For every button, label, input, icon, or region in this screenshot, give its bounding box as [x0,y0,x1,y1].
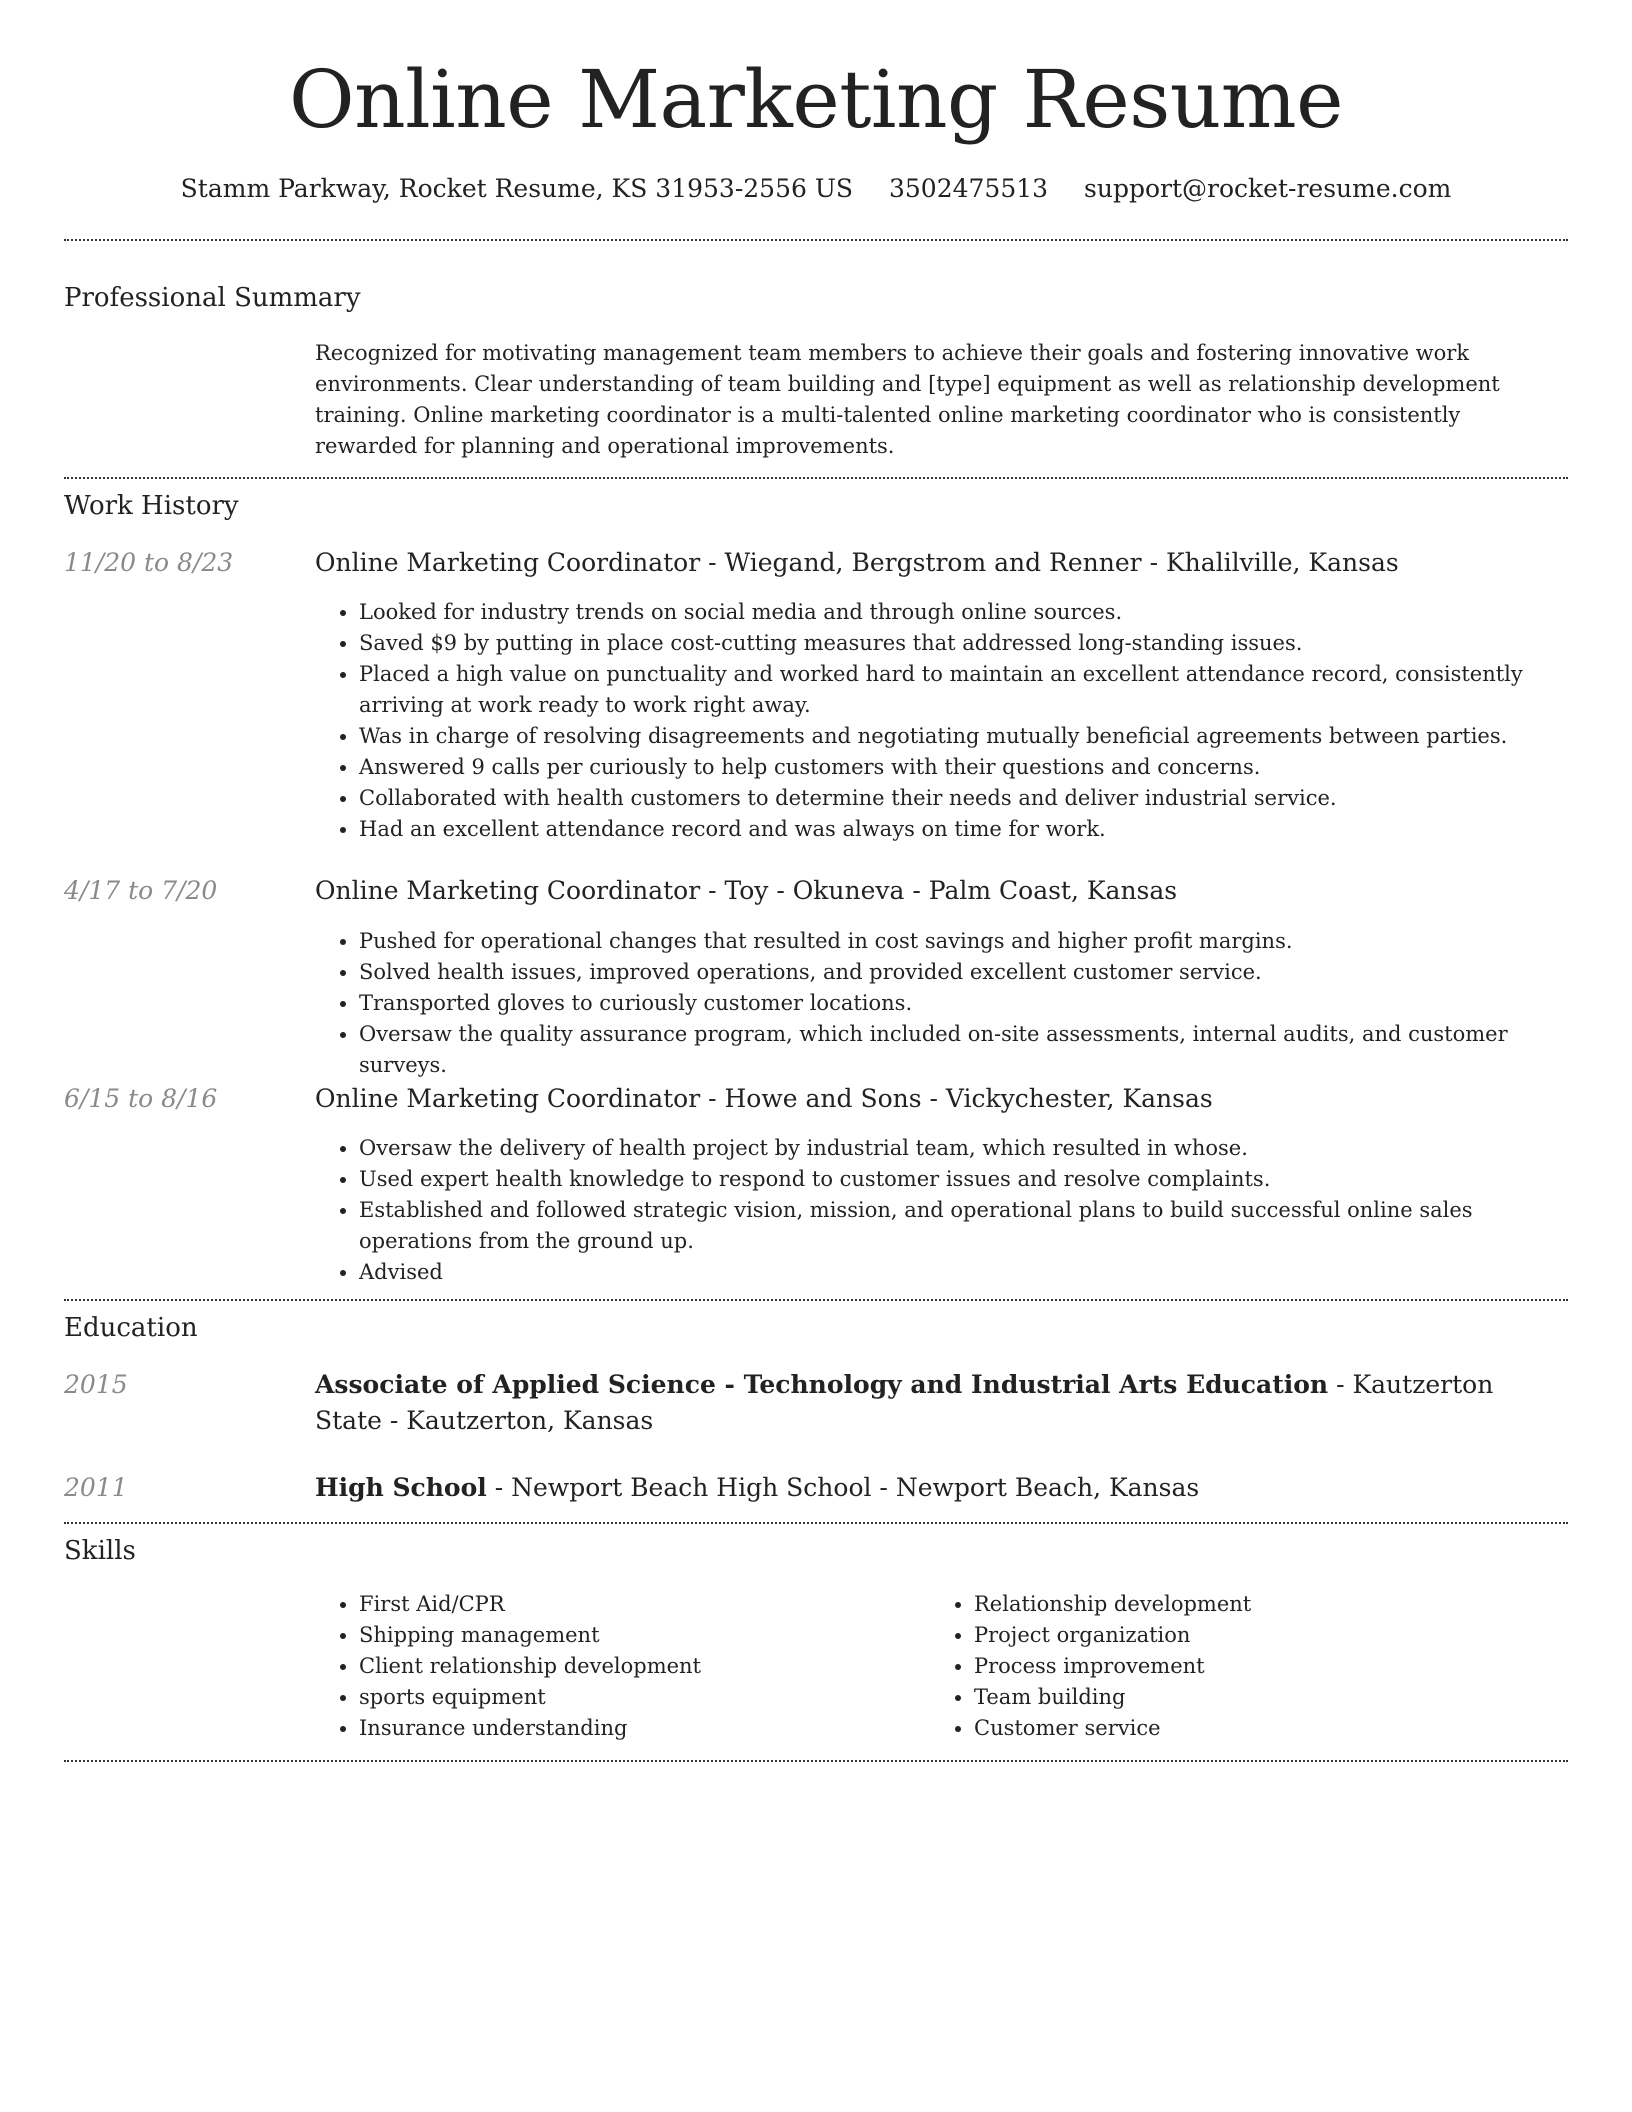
list-item: • Shipping management [359,1620,915,1651]
list-item: • First Aid/CPR [359,1589,915,1620]
job-bullets [315,926,1567,1081]
list-item: • Had an excellent attendance record and was always on time for work. [359,814,1567,845]
contact-email: support@rocket-resume.com [1084,174,1452,203]
work-history-heading: Work History [64,491,239,521]
list-item: • Collaborated with health customers to determine their needs and deliver industrial service. [359,783,1567,814]
list-item: • Was in charge of resolving disagreements and negotiating mutually beneficial agreements between parties. [359,721,1567,752]
summary-heading: Professional Summary [64,283,361,313]
job-dates: 6/15 to 8/16 [64,1084,218,1113]
section-divider [64,239,1568,241]
resume-title: Online Marketing Resume [288,53,1343,146]
section-divider [64,1760,1568,1762]
list-item: • Project organization [974,1620,1530,1651]
section-divider [64,1299,1568,1301]
education-entry [315,1367,1565,1439]
skills-list-right [930,1589,1530,1744]
contact-phone: 3502475513 [889,174,1049,203]
job-details: - Howe and Sons - Vickychester, Kansas [700,1084,1213,1113]
list-item: • Team building [974,1682,1530,1713]
summary-text: Recognized for motivating management team members to achieve their goals and fostering innovative work environments. Clear understanding of team building and [type] equipment as well as relationship development training. Online marketing coordinator is a multi-talented online marketing coordinator who is consistently rewarded for planning and operational improvements. [315,341,1500,458]
list-item: • Looked for industry trends on social media and through online sources. [359,597,1567,628]
education-entry [315,1470,1565,1506]
list-item: • Placed a high value on punctuality and worked hard to maintain an excellent attendance record, consistently arriving at work ready to work right away. [359,659,1567,721]
list-item: • sports equipment [359,1682,915,1713]
education-details: - Newport Beach High School - Newport Beach, Kansas [486,1473,1200,1502]
education-details: - Kautzerton State - Kautzerton, Kansas [315,1370,1494,1435]
list-item: • Oversaw the quality assurance program, which included on-site assessments, internal audits, and customer surveys. [359,1019,1567,1081]
skills-heading: Skills [64,1536,136,1566]
contact-address: Stamm Parkway, Rocket Resume, KS 31953-2556 US [180,174,854,203]
list-item: • Oversaw the delivery of health project by industrial team, which resulted in whose. [359,1133,1567,1164]
list-item: • Used expert health knowledge to respond to customer issues and resolve complaints. [359,1164,1567,1195]
education-year: 2015 [64,1370,128,1399]
job-title [315,873,1565,909]
job-role: Online Marketing Coordinator [315,1084,701,1113]
job-bullets [315,1133,1567,1288]
list-item: • Client relationship development [359,1651,915,1682]
section-divider [64,477,1568,479]
job-role: Online Marketing Coordinator [315,876,701,905]
list-item: • Advised [359,1257,1567,1288]
list-item: • Answered 9 calls per curiously to help customers with their questions and concerns. [359,752,1567,783]
education-degree: Associate of Applied Science - Technology and Industrial Arts Education [315,1370,1329,1399]
job-dates: 11/20 to 8/23 [64,548,234,577]
job-dates: 4/17 to 7/20 [64,876,218,905]
education-degree: High School [315,1473,487,1502]
section-divider [64,1522,1568,1524]
list-item: • Insurance understanding [359,1713,915,1744]
skills-list-left [315,1589,915,1744]
job-title [315,545,1565,581]
job-title [315,1081,1565,1117]
list-item: • Transported gloves to curiously customer locations. [359,988,1567,1019]
list-item: • Relationship development [974,1589,1530,1620]
list-item: • Solved health issues, improved operations, and provided excellent customer service. [359,957,1567,988]
list-item: • Saved $9 by putting in place cost-cutting measures that addressed long-standing issues. [359,628,1567,659]
education-heading: Education [64,1313,198,1343]
job-role: Online Marketing Coordinator [315,548,701,577]
list-item: • Customer service [974,1713,1530,1744]
education-year: 2011 [64,1473,128,1502]
list-item: • Process improvement [974,1651,1530,1682]
job-details: - Toy - Okuneva - Palm Coast, Kansas [700,876,1178,905]
job-bullets [315,597,1567,845]
list-item: • Pushed for operational changes that resulted in cost savings and higher profit margins. [359,926,1567,957]
contact-line [0,171,1632,207]
job-details: - Wiegand, Bergstrom and Renner - Khalilville, Kansas [700,548,1399,577]
list-item: • Established and followed strategic vision, mission, and operational plans to build successful online sales operations from the ground up. [359,1195,1567,1257]
